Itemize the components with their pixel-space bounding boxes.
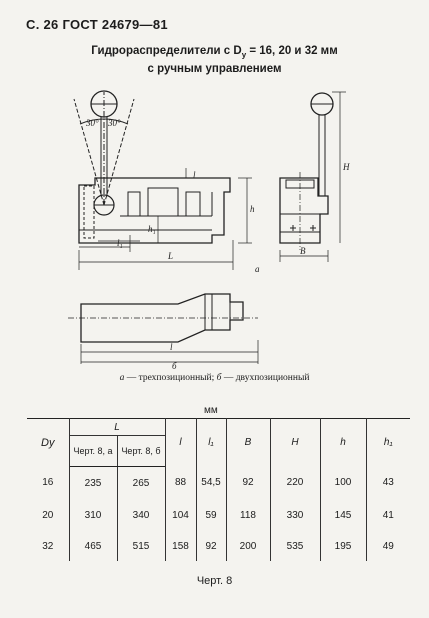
table-cell: 200 <box>226 531 270 561</box>
table-cell: 515 <box>117 531 165 561</box>
title-prefix: Гидрораспределители с D <box>91 45 242 57</box>
table-cell: 310 <box>69 499 117 531</box>
table-cell: 32 <box>27 531 69 561</box>
angle-right-label: 30° <box>108 118 121 128</box>
table-cell: 49 <box>366 531 410 561</box>
table-cell: 92 <box>226 467 270 500</box>
table-cell: 195 <box>320 531 366 561</box>
table-cell: 330 <box>270 499 320 531</box>
table-cell: 104 <box>165 499 196 531</box>
table-row <box>27 531 410 561</box>
col-l1-header: l₁ <box>196 419 226 467</box>
col-h-header: h <box>320 419 366 467</box>
col-h1-header: h₁ <box>366 419 410 467</box>
dim-h-label: h <box>250 204 255 214</box>
table-cell: 145 <box>320 499 366 531</box>
title-line2: с ручным управлением <box>147 63 282 76</box>
table-cell: 41 <box>366 499 410 531</box>
dim-l-label: l <box>193 170 196 180</box>
table-row <box>27 467 410 500</box>
col-dy-header: Dу <box>27 419 69 467</box>
col-B-header: B <box>226 419 270 467</box>
dim-L-label: L <box>168 251 174 261</box>
side-view <box>280 92 346 262</box>
table-cell: 265 <box>117 467 165 500</box>
table-row <box>27 499 410 531</box>
table-cell: 59 <box>196 499 226 531</box>
dim-H-label: H <box>343 162 350 172</box>
col-L-header: L <box>69 419 165 436</box>
label-a: а <box>255 264 260 274</box>
table-cell: 54,5 <box>196 467 226 500</box>
col-L-a-header: Черт. 8, а <box>69 436 117 467</box>
dim-l1-label: l₁ <box>117 238 123 248</box>
table-cell: 220 <box>270 467 320 500</box>
table-cell: 92 <box>196 531 226 561</box>
dim-h1-label: h₁ <box>148 224 156 234</box>
table-cell: 535 <box>270 531 320 561</box>
table-cell: 158 <box>165 531 196 561</box>
figure-label: Черт. 8 <box>196 575 233 587</box>
plan-view <box>68 294 258 364</box>
col-l-header: l <box>165 419 196 467</box>
title-subscript: у <box>241 50 247 60</box>
table-cell: 235 <box>69 467 117 500</box>
table-cell: 43 <box>366 467 410 500</box>
table-cell: 340 <box>117 499 165 531</box>
label-b: б <box>172 361 177 370</box>
table-cell: 100 <box>320 467 366 500</box>
plan-dim-l: l <box>170 342 173 352</box>
units-label: мм <box>204 405 218 416</box>
table-cell: 16 <box>27 467 69 500</box>
front-view <box>74 91 252 270</box>
spec-table <box>27 418 410 561</box>
title-suffix: = 16, 20 и 32 мм <box>246 45 338 57</box>
table-cell: 20 <box>27 499 69 531</box>
dim-B-label: B <box>300 246 306 256</box>
page-header: С. 26 ГОСТ 24679—81 <box>26 17 168 32</box>
table-cell: 118 <box>226 499 270 531</box>
table-cell: 465 <box>69 531 117 561</box>
col-L-b-header: Черт. 8, б <box>117 436 165 467</box>
col-H-header: H <box>270 419 320 467</box>
figure-caption: а — трехпозиционный; б — двухпозиционный <box>119 373 310 383</box>
angle-left-label: 30° <box>86 118 99 128</box>
table-cell: 88 <box>165 467 196 500</box>
